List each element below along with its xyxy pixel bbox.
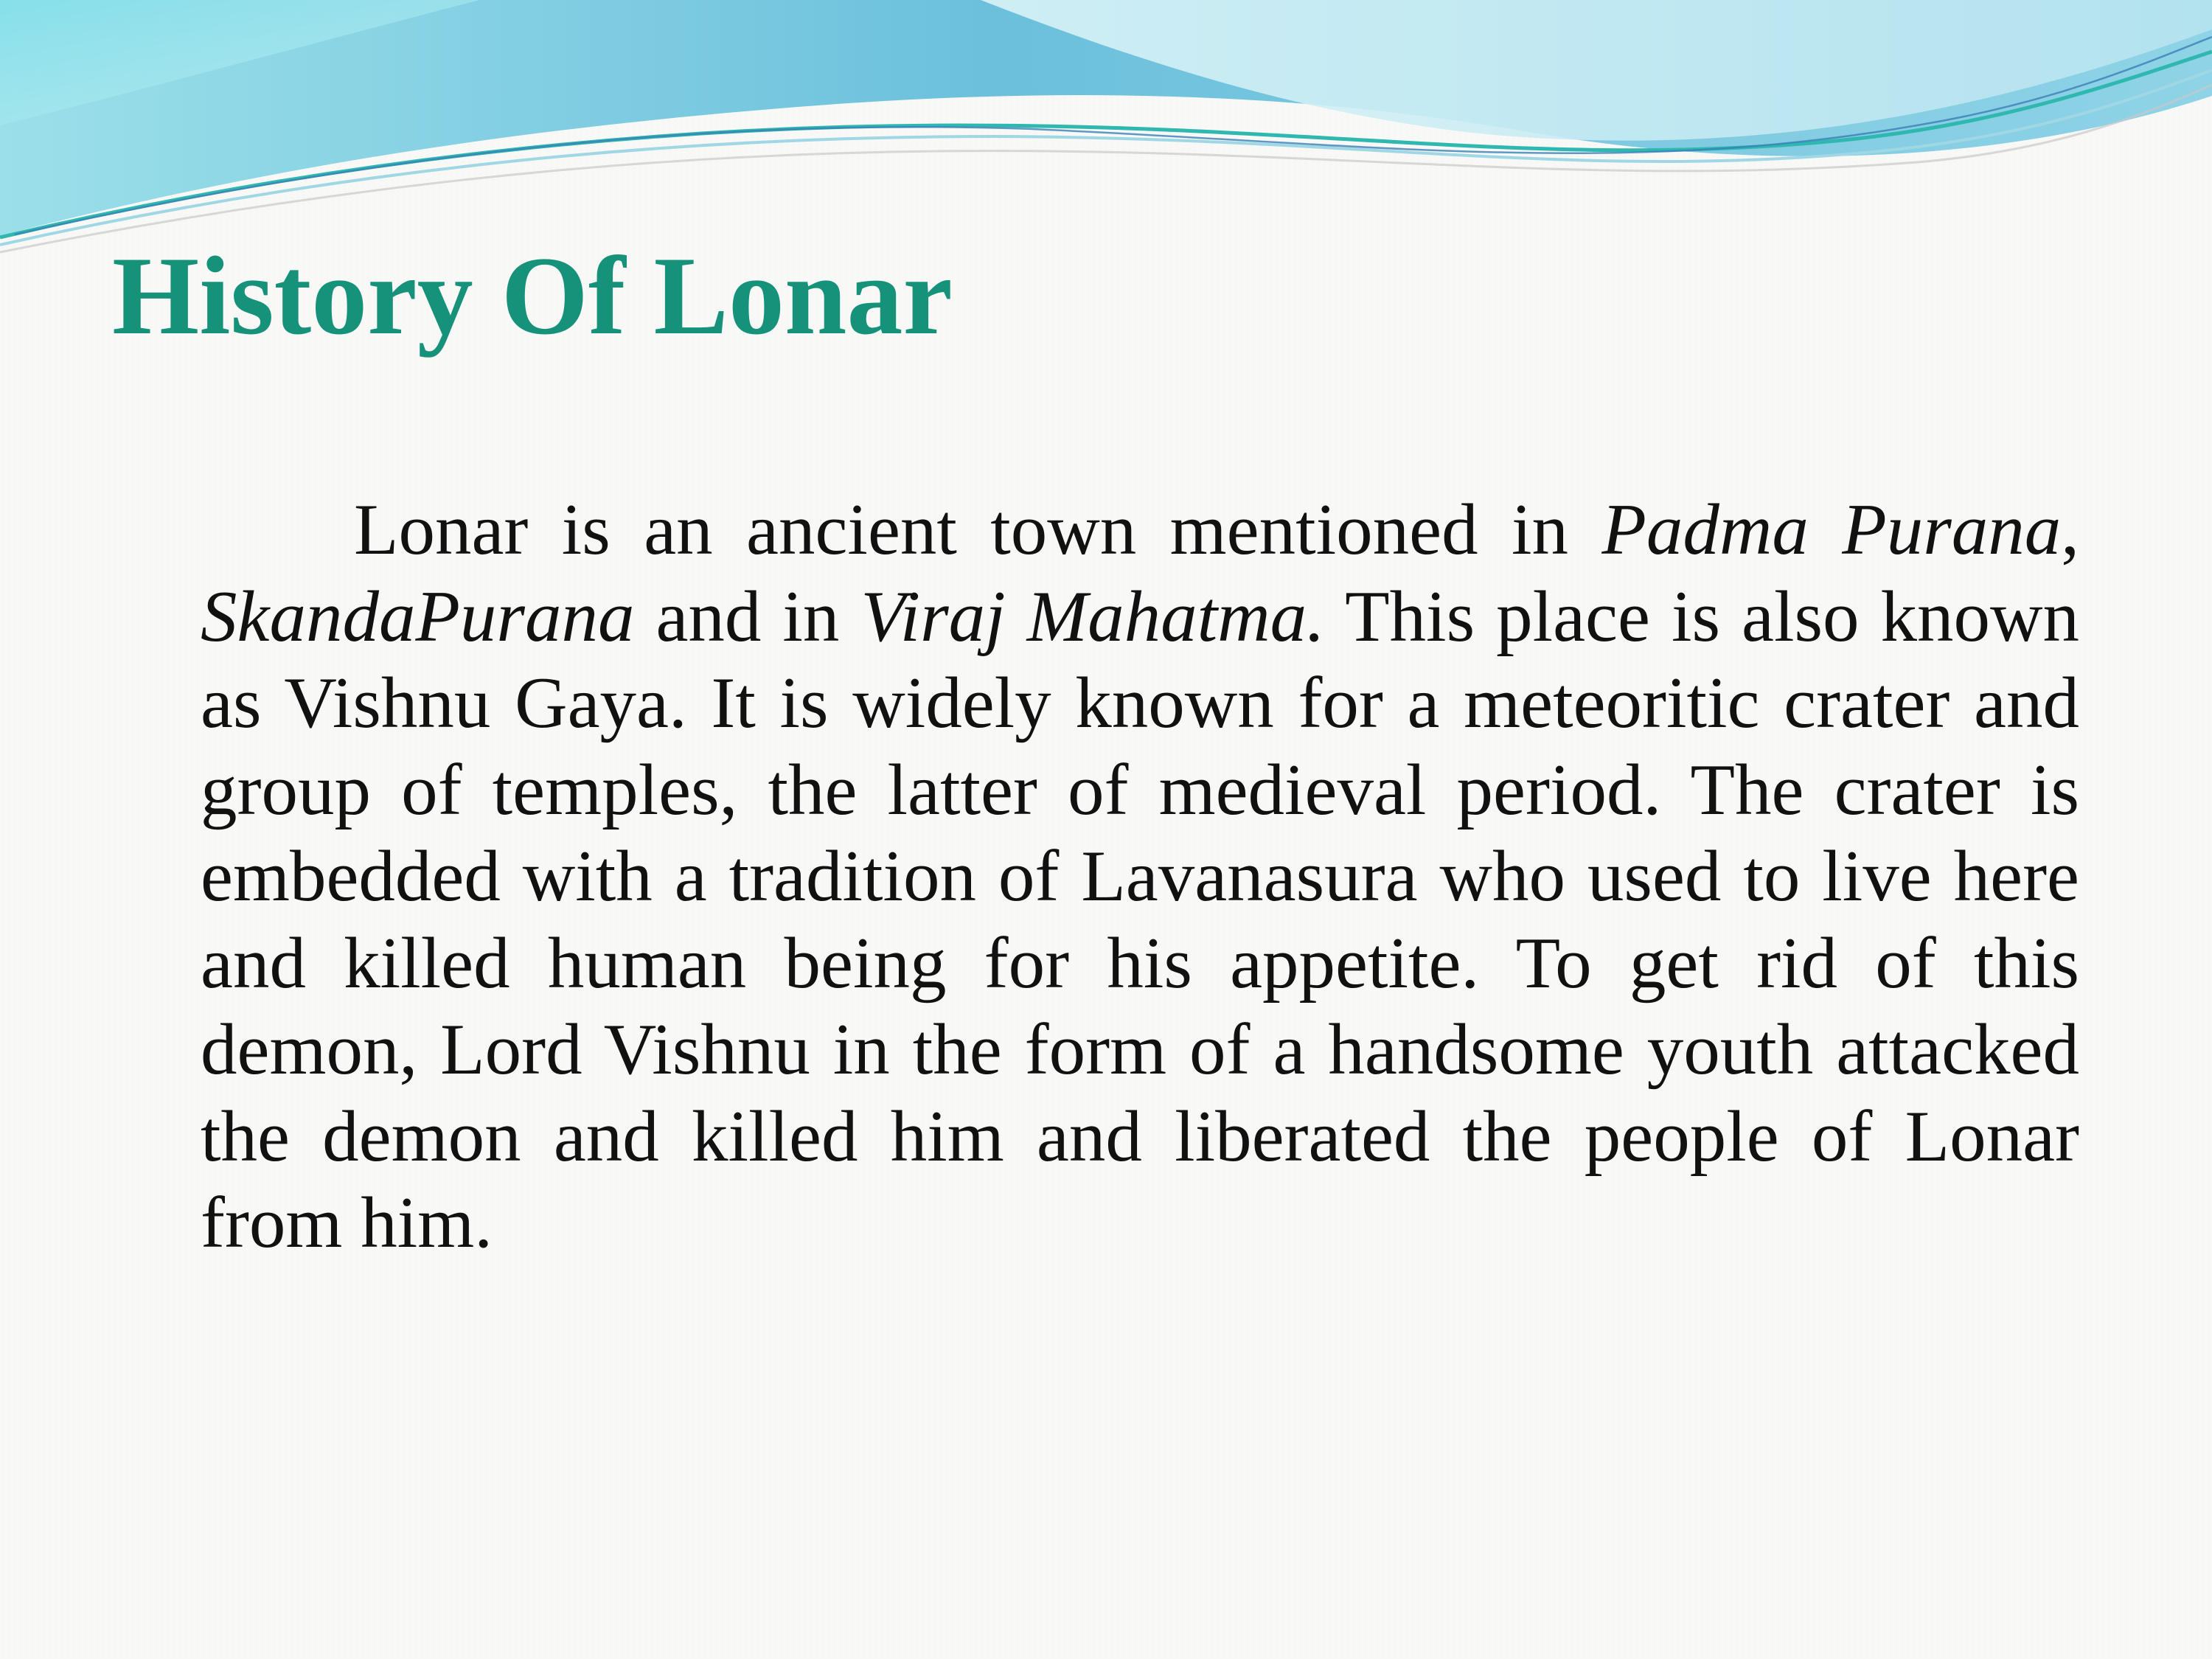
paragraph-italic-padma-purana: Padma Purana bbox=[1601, 490, 2062, 570]
paragraph-text-4: This place is also known as Vishnu Gaya. It is widely known for a meteoritic crater and group of temples, the latter of medieval period. The crater is embedded with a tradition of Lavanasura who used to live here and killed human being for his appetite. To get rid of this demon, Lord Vishnu in the form of a handsome youth attacked the demon and killed him and liberated the people of Lonar from him. bbox=[201, 576, 2079, 1263]
slide-title: History Of Lonar bbox=[112, 234, 953, 358]
body-paragraph bbox=[201, 487, 2079, 1267]
paragraph-italic-skanda-purana: SkandaPurana bbox=[201, 576, 635, 657]
decorative-wave-header bbox=[0, 0, 2212, 265]
paragraph-text-3: and in bbox=[634, 576, 861, 657]
paragraph-text-2: , bbox=[2061, 490, 2080, 570]
paragraph-italic-viraj-mahatma: Viraj Mahatma. bbox=[860, 576, 1325, 657]
paragraph-text-1: Lonar is an ancient town mentioned in bbox=[354, 490, 1602, 570]
